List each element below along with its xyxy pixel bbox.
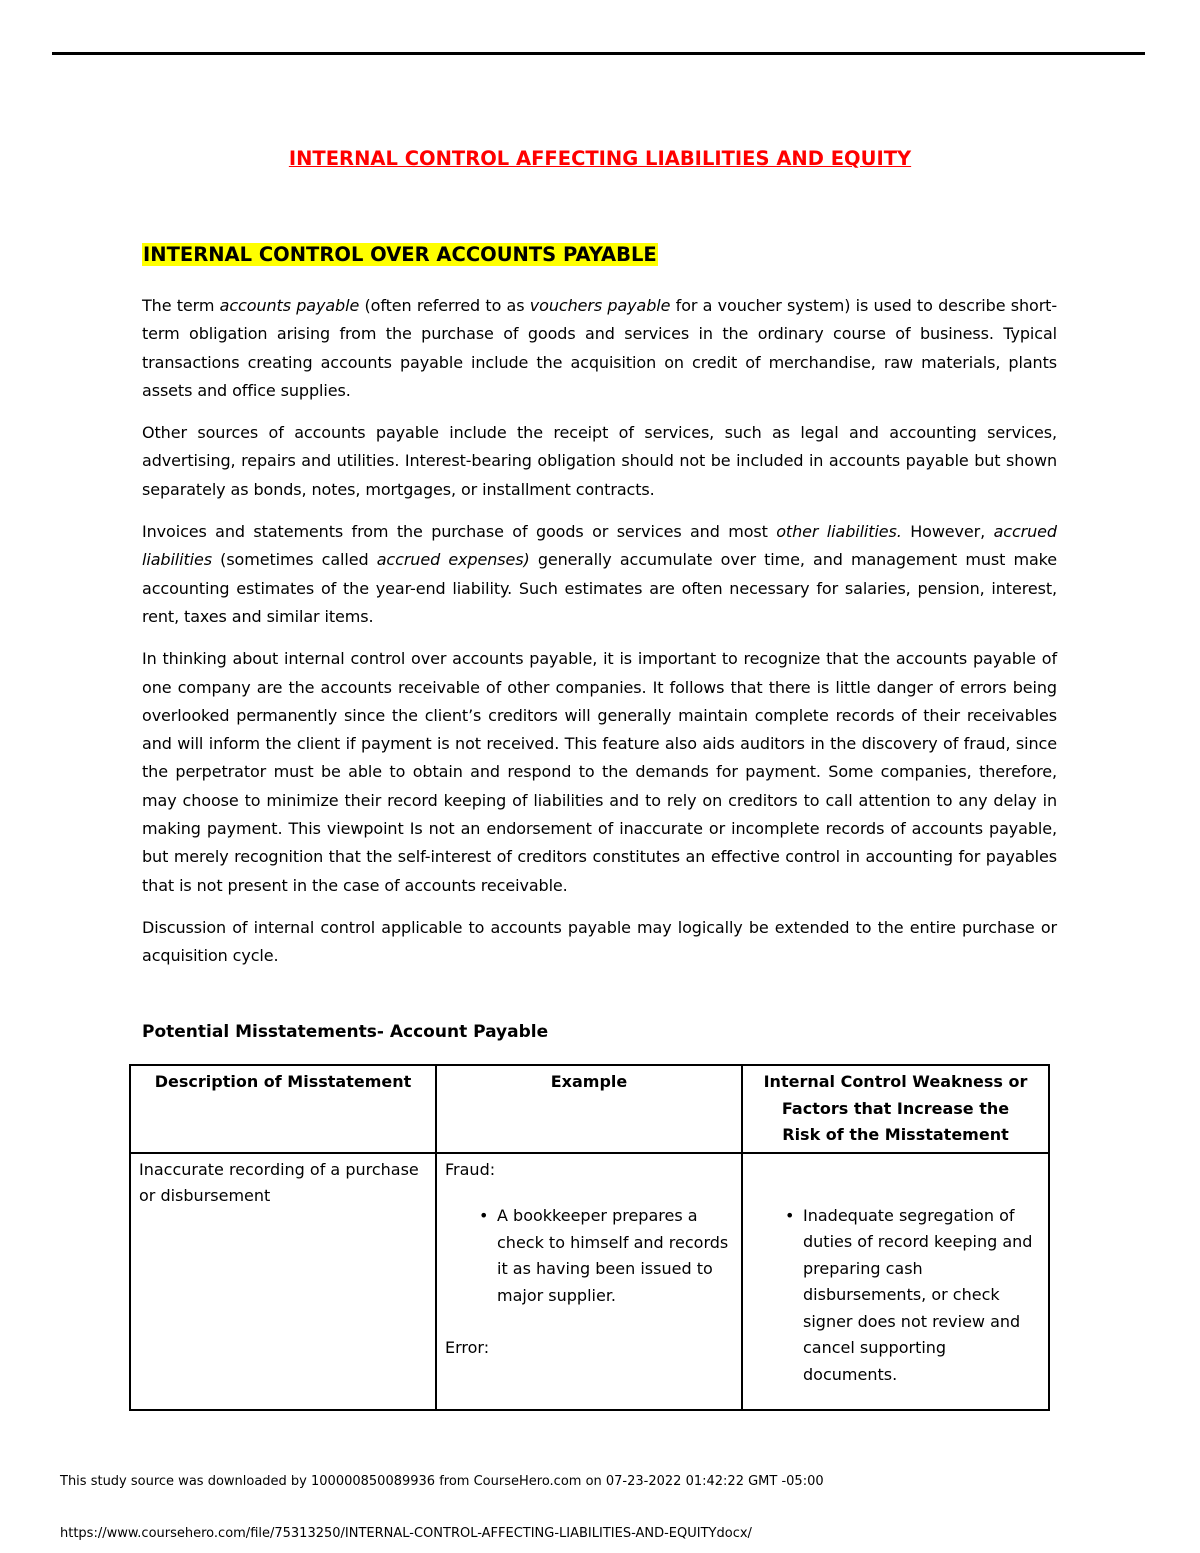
footer-url[interactable]: https://www.coursehero.com/file/75313250/INTERNAL-CONTROL-AFFECTING-LIABILITIES-AND-EQUITYdocx/ [60, 1526, 752, 1541]
header-weakness: Internal Control Weakness or Factors that Increase the Risk of the Misstatement [742, 1065, 1049, 1153]
footer-source-note: This study source was downloaded by 100000850089936 from CourseHero.com on 07-23-2022 01:42:22 GMT -05:00 [60, 1474, 824, 1489]
bullet-icon: • [479, 1206, 489, 1225]
section-heading: INTERNAL CONTROL OVER ACCOUNTS PAYABLE [143, 243, 657, 266]
paragraph-3: Invoices and statements from the purchase of goods or services and most other liabilities. However, accrued liabilities (sometimes called accrued expenses) generally accumulate over time, and management must make accounting estimates of the year-end liability. Such estimates are often necessary for salaries, pension, interest, rent, taxes and similar items. [142, 522, 1058, 626]
top-divider [52, 52, 1145, 55]
paragraph-2: Other sources of accounts payable include the receipt of services, such as legal and accounting services, advertising, repairs and utilities. Interest-bearing obligation should not be included in accounts payable but shown separately as bonds, notes, mortgages, or installment contracts. [142, 423, 1057, 499]
cell-description: Inaccurate recording of a purchase or disbursement [130, 1153, 436, 1411]
weakness-bullet [751, 1203, 1040, 1389]
term-vouchers-payable: vouchers payable [529, 296, 671, 315]
weakness-text: Inadequate segregation of duties of record keeping and preparing cash disbursements, or check signer does not review and cancel supporting documents. [803, 1205, 1033, 1384]
fraud-example-text: A bookkeeper prepares a check to himself and records it as having been issued to major supplier. [497, 1206, 729, 1305]
header-description: Description of Misstatement [130, 1065, 436, 1153]
fraud-label: Fraud: [445, 1159, 496, 1179]
header-example: Example [436, 1065, 742, 1153]
fraud-example-bullet [445, 1203, 733, 1309]
paragraph-5: Discussion of internal control applicable to accounts payable may logically be extended to the entire purchase or acquisition cycle. [142, 917, 1057, 966]
error-label: Error: [445, 1338, 490, 1357]
cell-weakness [742, 1153, 1049, 1411]
term-other-liabilities: other liabilities. [776, 522, 902, 542]
term-accrued-liabilities: accrued liabilities [142, 522, 1057, 570]
bullet-icon: • [785, 1205, 795, 1225]
body-text [142, 292, 1057, 985]
table-heading: Potential Misstatements- Account Payable [142, 1022, 549, 1042]
table-row [130, 1153, 1049, 1411]
table-header-row [130, 1065, 1049, 1153]
paragraph-4: In thinking about internal control over accounts payable, it is important to recognize that the accounts payable of one company are the accounts receivable of other companies. It follows that there is little danger of errors being overlooked permanently since the client’s creditors will generally maintain complete records of their receivables and will inform the client if payment is not received. This feature also aids auditors in the discovery of fraud, since the perpetrator must be able to obtain and respond to the demands for payment. Some companies, therefore, may choose to minimize their record keeping of liabilities and to rely on creditors to call attention to any delay in making payment. This viewpoint Is not an endorsement of inaccurate or incomplete records of accounts payable, but merely recognition that the self-interest of creditors constitutes an effective control in accounting for payables that is not present in the case of accounts receivable. [142, 649, 1057, 895]
term-accrued-expenses: accrued expenses) [376, 550, 530, 570]
paragraph-1: The term accounts payable (often referred to as vouchers payable for a voucher system) is used to describe short-term obligation arising from the purchase of goods and services in the ordinary course of business. Typical transactions creating accounts payable include the acquisition on credit of merchandise, raw materials, plants assets and office supplies. [142, 296, 1058, 400]
misstatements-table [129, 1064, 1050, 1411]
cell-example [436, 1153, 742, 1411]
term-accounts-payable: accounts payable [219, 296, 360, 315]
document-title: INTERNAL CONTROL AFFECTING LIABILITIES AND EQUITY [288, 147, 912, 170]
